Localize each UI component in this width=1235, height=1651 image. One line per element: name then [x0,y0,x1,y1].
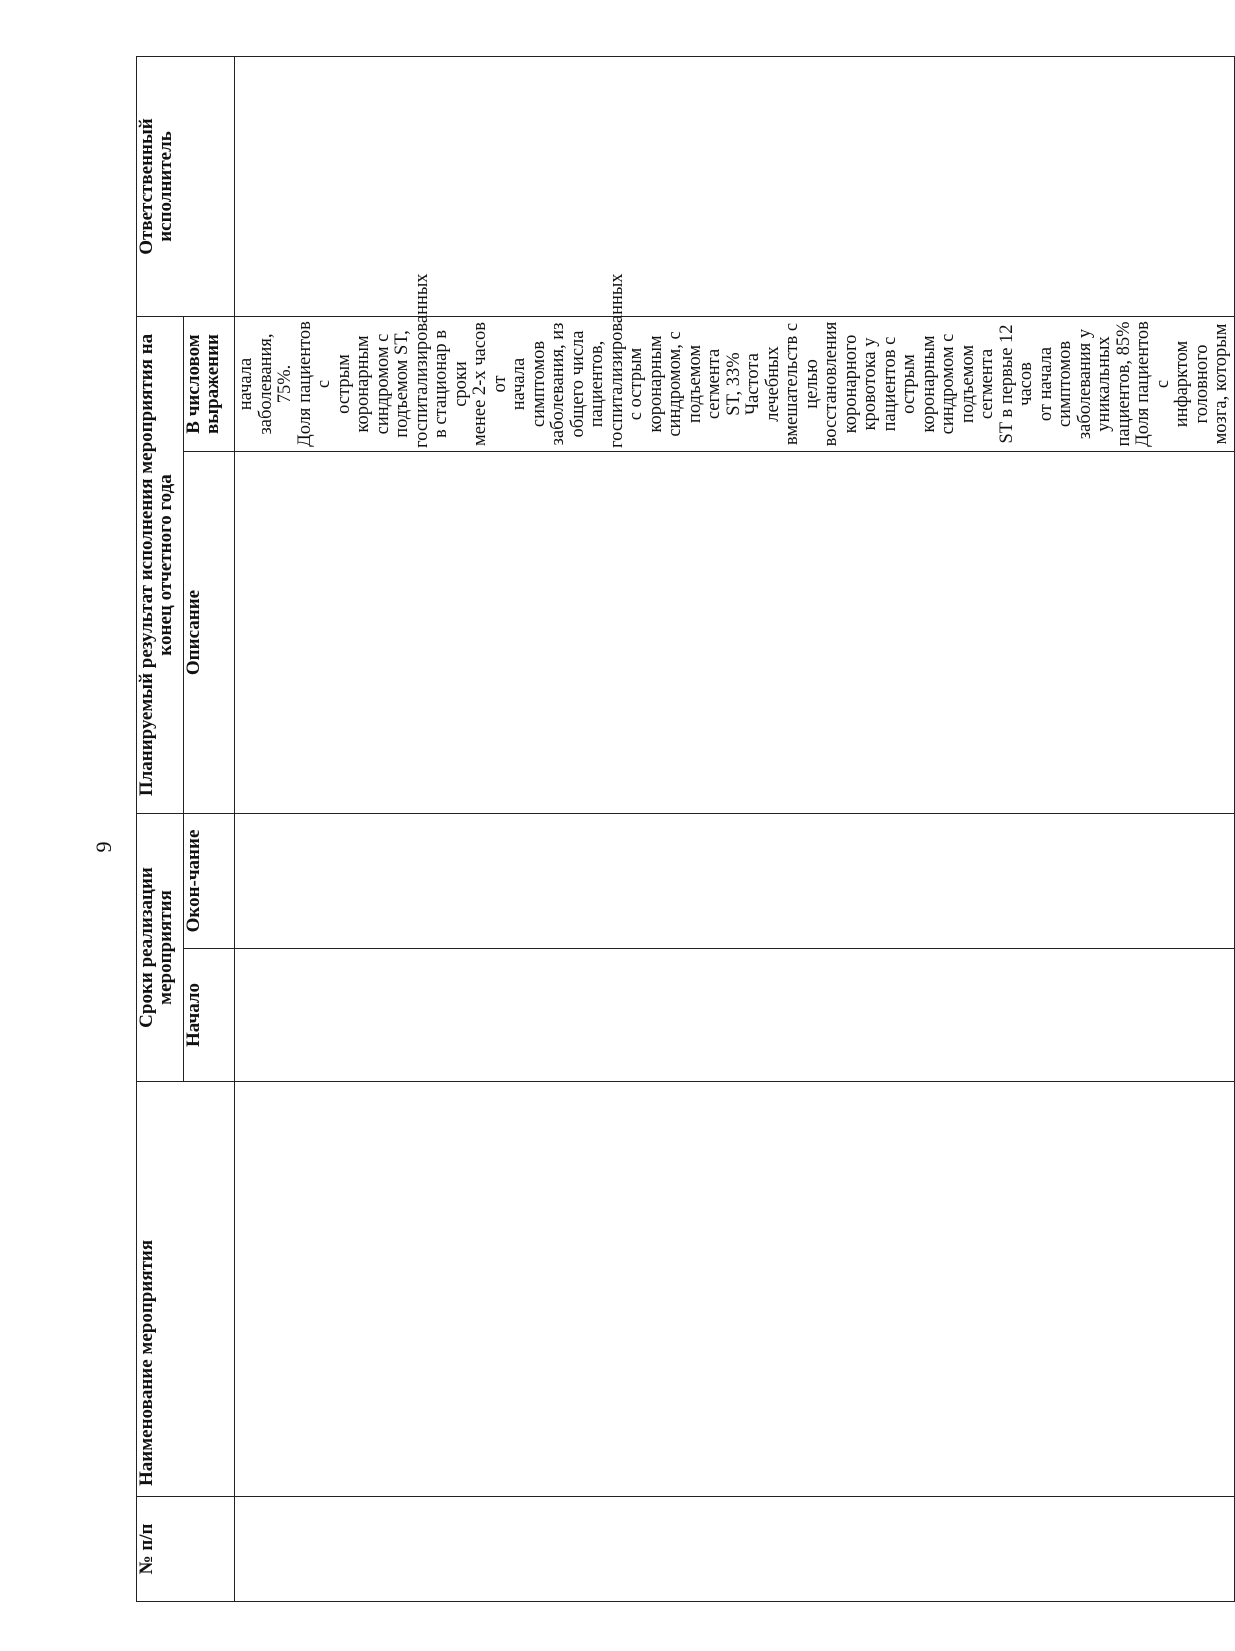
indicator-line: с острым коронарным [626,335,666,433]
indicator-line: уникальных [1094,336,1114,432]
indicator-line: острым коронарным [333,335,373,433]
cell-numeric-indicators [235,273,1235,451]
indicator-line: коронарным [918,335,939,433]
indicator-line: синдромом с [938,333,958,435]
header-description: Описание [184,452,235,814]
indicator-line: пациентов с острым [879,336,919,432]
indicator-line: пациентов, 85% [1113,321,1134,447]
measures-table-upright [136,57,1231,1602]
header-end: Окон-чание [184,814,235,949]
cell-num [235,1497,1235,1602]
indicator-line: заболевания, из [548,322,568,446]
table-row [235,56,1235,1601]
indicator-line: Доля пациентов с [1133,321,1173,447]
indicator-line: госпитализированных [411,273,432,448]
indicator-line: коронарного [840,334,861,434]
indicator-line: общего числа [567,330,588,438]
indicator-line: восстановления [821,321,841,447]
indicator-line: вмешательств с целью [782,322,822,446]
measures-table [136,56,1235,1602]
cell-start [235,949,1235,1082]
measures-table-container [136,57,1231,1602]
cell-end [235,814,1235,949]
header-result: Планируемый результат исполнения мероприятия на конец отчетного года [137,316,184,813]
header-row-1 [137,56,184,1601]
header-num: № п/п [137,1497,235,1602]
indicator-line: менее 2-х часов от [470,322,510,446]
indicator-line: ST, 33% [723,352,744,416]
indicator-line: 75%. [275,364,295,404]
indicator-line: Частота лечебных [743,346,783,422]
header-terms: Сроки реализации мероприятия [137,814,184,1082]
header-start: Начало [184,949,235,1082]
indicator-line: синдромом с [372,333,393,435]
page-number: 9 [91,841,116,853]
indicator-line: начала симптомов [509,340,549,428]
indicator-line: инфарктом головного [1172,340,1212,428]
cell-responsible [235,56,1235,316]
indicator-line: пациентов, [587,340,607,428]
indicator-line: подъемом ST, [392,330,412,438]
indicator-line: кровотока у [860,337,880,431]
header-numeric: В числовом выражении [184,316,235,451]
indicator-line: подъемом сегмента [957,344,997,424]
header-responsible: Ответственный исполнитель [137,56,235,316]
indicator-line: ST в первые 12 часов [996,324,1036,444]
indicator-line: мозга, которым [1211,323,1231,445]
indicator-line: подъемом сегмента [684,344,724,424]
indicator-line: в стационар в сроки [431,330,471,438]
indicator-line: начала заболевания, [236,333,276,435]
header-name: Наименование мероприятия [137,1082,235,1497]
indicator-line: госпитализированных [606,273,627,448]
indicator-line: синдромом, с [665,331,685,437]
indicator-line: заболевания у [1074,328,1095,440]
indicator-line: от начала симптомов [1035,340,1075,428]
cell-name [235,1082,1235,1497]
cell-description [235,452,1235,814]
indicator-line: Доля пациентов с [294,321,334,447]
